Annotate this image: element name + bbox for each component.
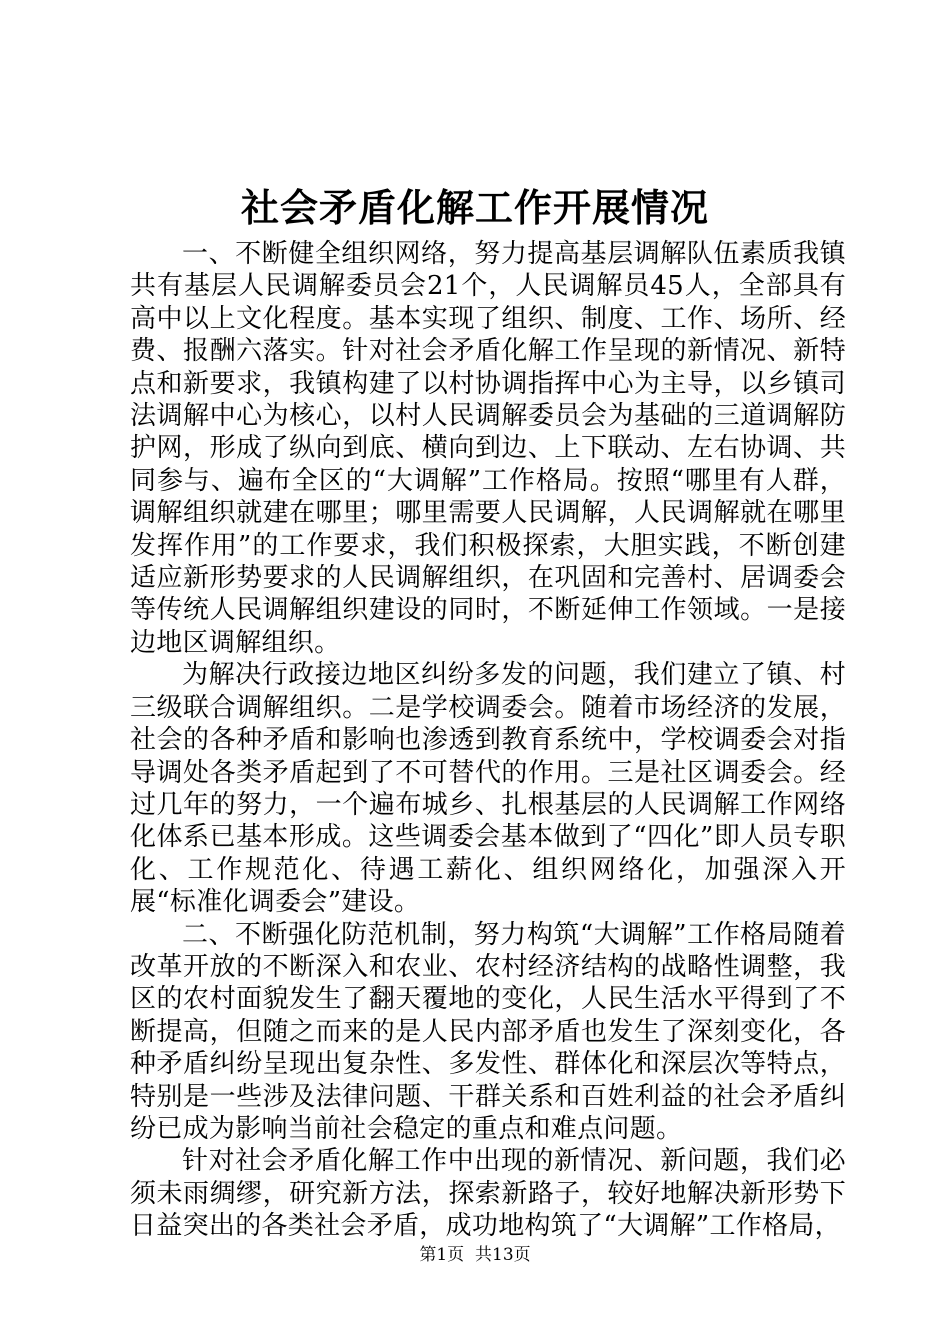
footer-separator <box>464 1245 475 1265</box>
page-footer <box>0 1243 950 1267</box>
document-title: 社会矛盾化解工作开展情况 <box>240 185 709 230</box>
document-body <box>130 238 846 1243</box>
paragraph-1: 一、不断健全组织网络，努力提高基层调解队伍素质我镇共有基层人民调解委员会21个，人民调解员45人，全部具有高中以上文化程度。基本实现了组织、制度、工作、场所、经费、报酬六落实。针对社会矛盾化解工作呈现的新情况、新特点和新要求，我镇构建了以村协调指挥中心为主导，以乡镇司法调解中心为核心，以村人民调解委员会为基础的三道调解防护网，形成了纵向到底、横向到边、上下联动、左右协调、共同参与、遍布全区的“大调解”工作格局。按照“哪里有人群，调解组织就建在哪里；哪里需要人民调解，人民调解就在哪里发挥作用”的工作要求，我们积极探索，大胆实践，不断创建适应新形势要求的人民调解组织，在巩固和完善村、居调委会等传统人民调解组织建设的同时，不断延伸工作领域。一是接边地区调解组织。 <box>130 239 846 658</box>
paragraph-3: 二、不断强化防范机制，努力构筑“大调解”工作格局随着改革开放的不断深入和农业、农村经济结构的战略性调整，我区的农村面貌发生了翻天覆地的变化，人民生活水平得到了不断提高，但随之而来的是人民内部矛盾也发生了深刻变化，各种矛盾纠纷呈现出复杂性、多发性、群体化和深层次等特点，特别是一些涉及法律问题、干群关系和百姓利益的社会矛盾纠纷已成为影响当前社会稳定的重点和难点问题。 <box>130 919 846 1144</box>
paragraph-2: 为解决行政接边地区纠纷多发的问题，我们建立了镇、村三级联合调解组织。二是学校调委会。随着市场经济的发展，社会的各种矛盾和影响也渗透到教育系统中，学校调委会对指导调处各类矛盾起到了不可替代的作用。三是社区调委会。经过几年的努力，一个遍布城乡、扎根基层的人民调解工作网络化体系已基本形成。这些调委会基本做到了“四化”即人员专职化、工作规范化、待遇工薪化、组织网络化，加强深入开展“标准化调委会”建设。 <box>130 660 846 918</box>
page-total: 共13页 <box>475 1245 531 1265</box>
page-number: 第1页 <box>419 1245 465 1265</box>
paragraph-4: 针对社会矛盾化解工作中出现的新情况、新问题，我们必须未雨绸缪，研究新方法，探索新路子，较好地解决新形势下日益突出的各类社会矛盾，成功地构筑了“大调解”工作格局， <box>130 1146 846 1242</box>
